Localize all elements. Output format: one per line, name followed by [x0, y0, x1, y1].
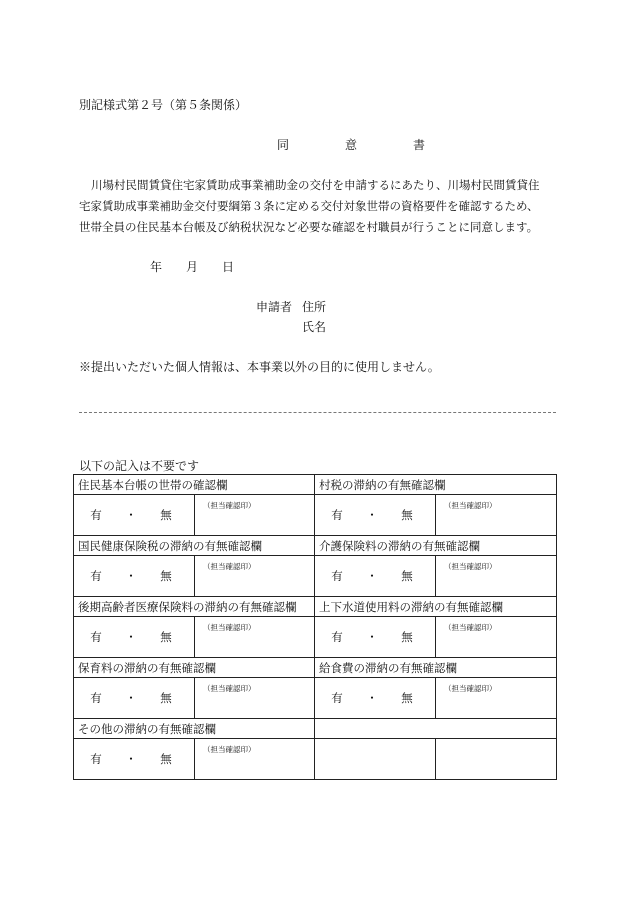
stamp-label: （担当確認印）	[203, 623, 256, 632]
health-insurance-tax-yes-no: 有 ・ 無	[74, 556, 195, 597]
empty-header-cell	[315, 719, 557, 739]
school-lunch-fee-header: 給食費の滞納の有無確認欄	[315, 658, 557, 678]
cut-line-divider	[79, 412, 556, 413]
table-row	[74, 556, 557, 597]
childcare-fee-yes-no: 有 ・ 無	[74, 678, 195, 719]
verification-table	[73, 474, 557, 780]
privacy-note: ※提出いただいた個人情報は、本事業以外の目的に使用しません。	[79, 360, 440, 374]
table-row	[74, 495, 557, 536]
consent-text-line-3: 世帯全員の住民基本台帳及び納税状況など必要な確認を村職員が行うことに同意します。	[79, 220, 539, 234]
water-sewer-fee-header: 上下水道使用料の滞納の有無確認欄	[315, 597, 557, 617]
stamp-label: （担当確認印）	[444, 562, 497, 571]
empty-cell	[315, 739, 436, 780]
office-use-caption: 以下の記入は不要です	[79, 459, 200, 473]
table-row	[74, 658, 557, 678]
consent-text-line-2: 宅家賃助成事業補助金交付要綱第３条に定める交付対象世帯の資格要件を確認するため、	[79, 199, 539, 213]
other-arrears-yes-no: 有 ・ 無	[74, 739, 195, 780]
table-row	[74, 597, 557, 617]
school-lunch-fee-yes-no: 有 ・ 無	[315, 678, 436, 719]
table-row	[74, 617, 557, 658]
childcare-fee-header: 保育料の滞納の有無確認欄	[74, 658, 315, 678]
applicant-label: 申請者	[256, 300, 293, 314]
applicant-address-label: 住所	[302, 300, 327, 314]
school-lunch-fee-stamp-cell	[436, 678, 557, 719]
elderly-medical-insurance-header: 後期高齢者医療保険料の滞納の有無確認欄	[74, 597, 315, 617]
elderly-medical-insurance-yes-no: 有 ・ 無	[74, 617, 195, 658]
table-row	[74, 678, 557, 719]
health-insurance-tax-stamp-cell	[195, 556, 315, 597]
stamp-label: （担当確認印）	[203, 562, 256, 571]
form-number: 別記様式第２号（第５条関係）	[79, 98, 248, 112]
stamp-label: （担当確認印）	[444, 684, 497, 693]
applicant-name-label: 氏名	[302, 320, 327, 334]
consent-text-line-1: 川場村民間賃貸住宅家賃助成事業補助金の交付を申請するにあたり、川場村民間賃貸住	[91, 178, 540, 192]
table-row	[74, 475, 557, 495]
date-year-label: 年	[150, 260, 163, 274]
health-insurance-tax-header: 国民健康保険税の滞納の有無確認欄	[74, 536, 315, 556]
village-tax-stamp-cell	[436, 495, 557, 536]
stamp-label: （担当確認印）	[203, 684, 256, 693]
stamp-label: （担当確認印）	[444, 623, 497, 632]
empty-cell	[436, 739, 557, 780]
water-sewer-fee-yes-no: 有 ・ 無	[315, 617, 436, 658]
care-insurance-stamp-cell	[436, 556, 557, 597]
elderly-medical-insurance-stamp-cell	[195, 617, 315, 658]
stamp-label: （担当確認印）	[203, 745, 256, 754]
stamp-label: （担当確認印）	[444, 501, 497, 510]
care-insurance-header: 介護保険料の滞納の有無確認欄	[315, 536, 557, 556]
date-day-label: 日	[222, 260, 235, 274]
other-arrears-stamp-cell	[195, 739, 315, 780]
document-title: 同 意 書	[277, 138, 448, 152]
table-row	[74, 536, 557, 556]
childcare-fee-stamp-cell	[195, 678, 315, 719]
other-arrears-header: その他の滞納の有無確認欄	[74, 719, 315, 739]
table-row	[74, 719, 557, 739]
resident-register-header: 住民基本台帳の世帯の確認欄	[74, 475, 315, 495]
care-insurance-yes-no: 有 ・ 無	[315, 556, 436, 597]
resident-register-stamp-cell	[195, 495, 315, 536]
table-row	[74, 739, 557, 780]
water-sewer-fee-stamp-cell	[436, 617, 557, 658]
stamp-label: （担当確認印）	[203, 501, 256, 510]
date-month-label: 月	[186, 260, 199, 274]
resident-register-yes-no: 有 ・ 無	[74, 495, 195, 536]
village-tax-yes-no: 有 ・ 無	[315, 495, 436, 536]
village-tax-header: 村税の滞納の有無確認欄	[315, 475, 557, 495]
